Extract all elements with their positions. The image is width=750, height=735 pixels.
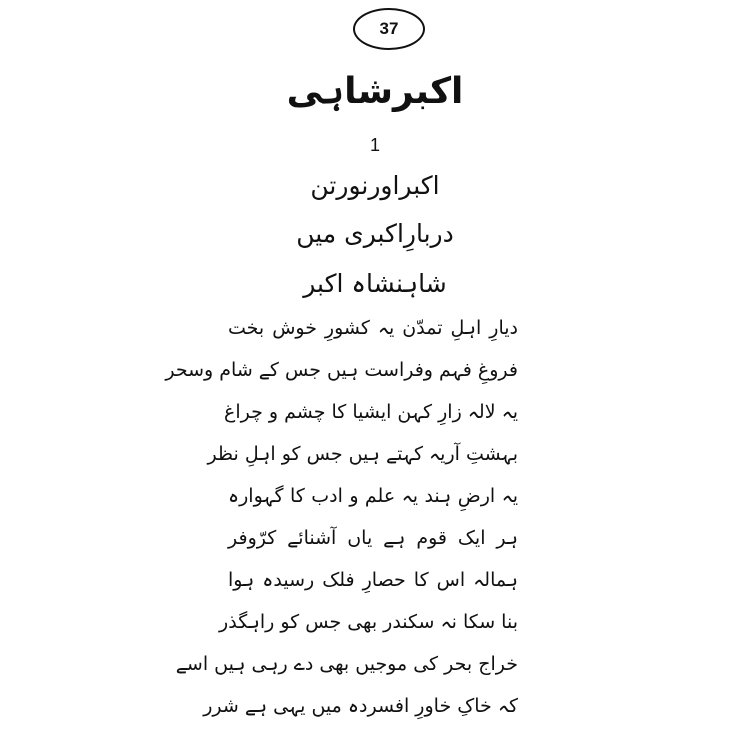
verse-line: خراج بحر کی موجیں بھی دے رہی ہیں اسے (175, 653, 518, 675)
page-number-badge (353, 8, 425, 50)
verse-line: ہر ایک قوم ہے یاں آشنائے کرّوفر (228, 527, 518, 549)
verse-line: بہشتِ آریہ کہتے ہیں جس کو اہلِ نظر (207, 443, 518, 465)
section-heading: اکبراورنورتن (310, 171, 440, 200)
verse-line: دیارِ اہلِ تمدّن یہ کشورِ خوش بخت (228, 317, 518, 339)
poem-title: شاہنشاہ اکبر (303, 269, 447, 298)
verse-line: کہ خاکِ خاورِ افسردہ میں یہی ہے شرر (203, 695, 518, 717)
section-number: 1 (369, 135, 380, 155)
verse-line: یہ لالہ زارِ کہن ایشیا کا چشم و چراغ (224, 401, 518, 423)
verse-line: یہ ارضِ ہند یہ علم و ادب کا گہوارہ (228, 485, 518, 507)
page-number: 37 (379, 19, 399, 38)
verse-line: ہمالہ اس کا حصارِ فلک رسیدہ ہوا (228, 569, 518, 591)
chapter-title: اکبرشاہی (286, 71, 464, 112)
verse-line: فروغِ فہم وفراست ہیں جس کے شام وسحر (165, 359, 518, 381)
subsection-heading: دربارِاکبری میں (296, 219, 454, 248)
verse-line: بنا سکا نہ سکندر بھی جس کو راہگذر (219, 611, 518, 633)
